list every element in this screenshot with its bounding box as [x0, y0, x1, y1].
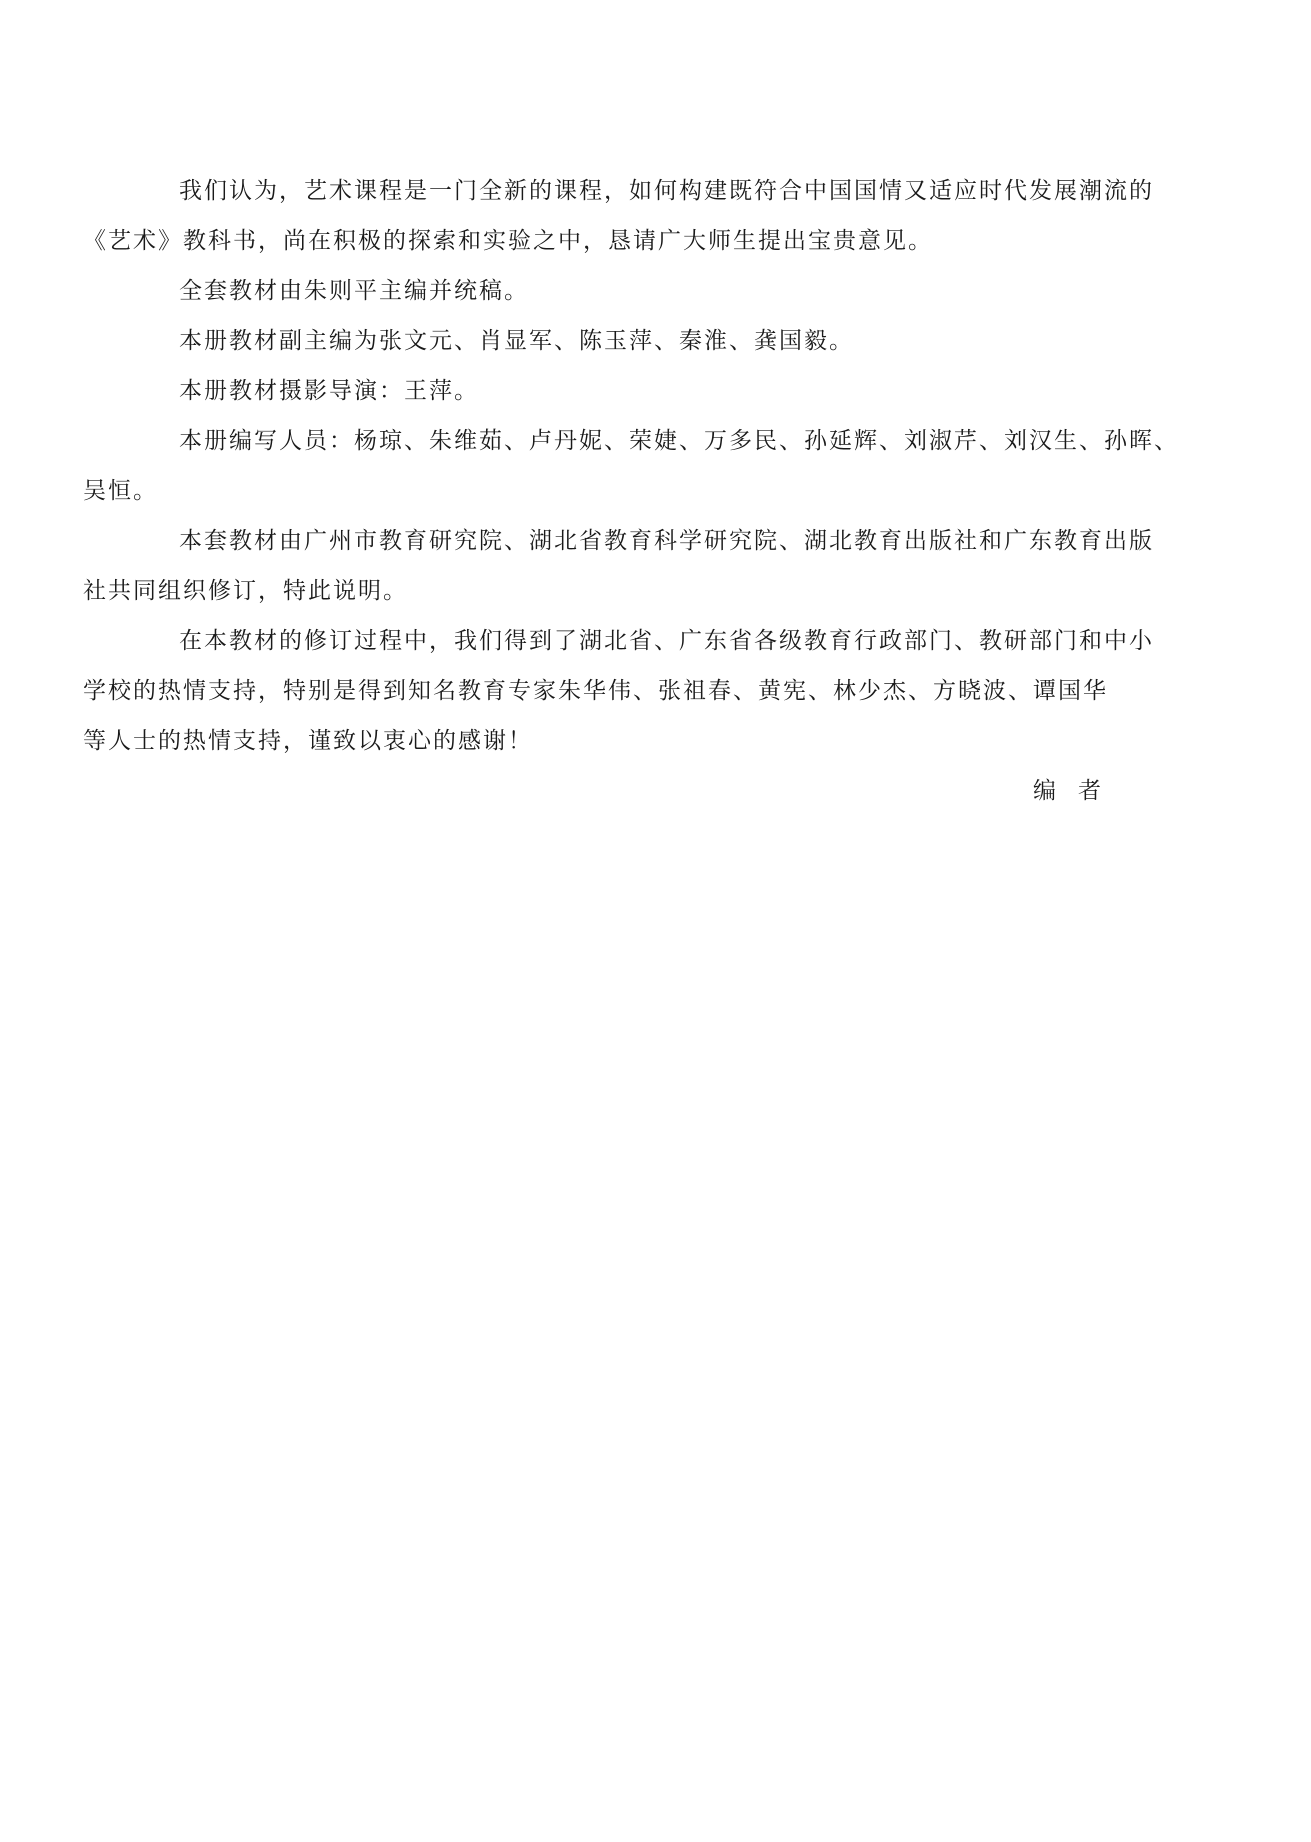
text-line: 社共同组织修订，特此说明。 — [83, 578, 408, 604]
text-line: 本册教材副主编为张文元、肖显军、陈玉萍、秦淮、龚国毅。 — [179, 328, 854, 354]
paragraph-opinion — [83, 166, 1171, 266]
text-line: 等人士的热情支持，谨致以衷心的感谢！ — [83, 728, 533, 754]
text-line: 本册教材摄影导演：王萍。 — [179, 378, 479, 404]
text-line: 全套教材由朱则平主编并统稿。 — [179, 278, 529, 304]
text-line: 在本教材的修订过程中，我们得到了湖北省、广东省各级教育行政部门、教研部门和中小 — [179, 628, 1154, 654]
text-line: 本套教材由广州市教育研究院、湖北省教育科学研究院、湖北教育出版社和广东教育出版 — [179, 528, 1154, 554]
paragraph-acknowledgements — [83, 616, 1171, 766]
text-line: 我们认为，艺术课程是一门全新的课程，如何构建既符合中国国情又适应时代发展潮流的 — [179, 178, 1154, 204]
paragraph-writers — [83, 416, 1179, 516]
paragraph-photography-director — [131, 366, 1171, 416]
text-line: 《艺术》教科书，尚在积极的探索和实验之中，恳请广大师生提出宝贵意见。 — [83, 228, 933, 254]
paragraph-chief-editor — [131, 266, 1171, 316]
text-line: 学校的热情支持，特别是得到知名教育专家朱华伟、张祖春、黄宪、林少杰、方晓波、谭国华 — [83, 678, 1108, 704]
signature-editor: 编者 — [1033, 778, 1123, 804]
text-line: 本册编写人员：杨琼、朱维茹、卢丹妮、荣婕、万多民、孙延辉、刘淑芹、刘汉生、孙晖、 — [179, 428, 1179, 454]
text-line: 吴恒。 — [83, 478, 158, 504]
paragraph-deputy-editors — [131, 316, 1171, 366]
paragraph-organizers — [83, 516, 1171, 616]
preface-body — [83, 166, 1179, 816]
